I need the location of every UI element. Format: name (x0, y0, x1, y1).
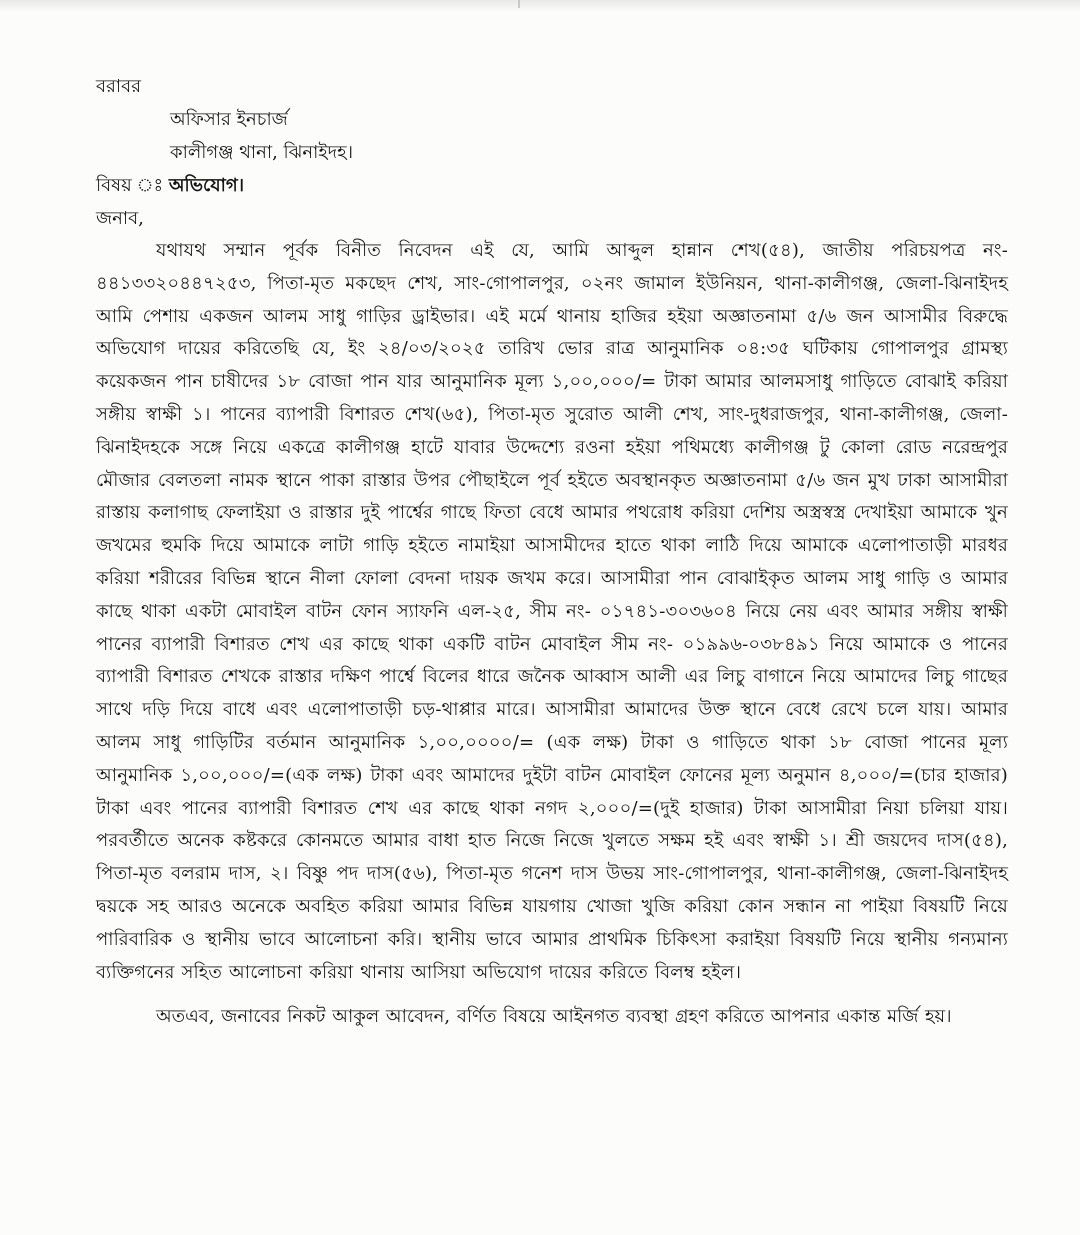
complaint-letter (96, 70, 1008, 1034)
subject-label: বিষয় ঃ (96, 175, 164, 196)
salutation-to: বরাবর (96, 76, 142, 97)
recipient-address: কালীগঞ্জ থানা, ঝিনাইদহ। (170, 142, 354, 163)
subject-line (96, 169, 1008, 202)
scan-top-edge (0, 0, 1080, 12)
subject-value: অভিযোগ। (168, 175, 245, 196)
letter-closing: অতএব, জনাবের নিকট আকুল আবেদন, বর্ণিত বিষয়ে আইনগত ব্যবস্থা গ্রহণ করিতে আপনার একান্ত মর্জি হয়। (156, 1006, 952, 1028)
recipient-title: অফিসার ইনচার্জ (170, 109, 288, 130)
letter-body: যথাযথ সম্মান পূর্বক বিনীত নিবেদন এই যে, আমি আব্দুল হান্নান শেখ(৫৪), জাতীয় পরিচয়পত্র নং- ৪৪১৩৩২০৪৪৭২৫৩, পিতা-মৃত মকছেদ শেখ, সাং-গোপালপুর, ০২নং জামাল ইউনিয়ন, থানা-কালীগঞ্জ, জেলা-ঝিনাইদহ আমি পেশায় একজন আলম সাধু গাড়ির ড্রাইভার। এই মর্মে থানায় হাজির হইয়া অজ্ঞাতনামা ৫/৬ জন আসামীর বিরুদ্ধে অভিযোগ দায়ের করিতেছি যে, ইং ২৪/০৩/২০২৫ তারিখ ভোর রাত্র আনুমানিক ০৪:৩৫ ঘটিকায় গোপালপুর গ্রামস্থ্য কয়েকজন পান চাষীদের ১৮ বোজা পান যার আনুমানিক মূল্য ১,০০,০০০/= টাকা আমার আলমসাধু গাড়িতে বোঝাই করিয়া সঙ্গীয় স্বাক্ষী ১। পানের ব্যাপারী বিশারত শেখ(৬৫), পিতা-মৃত সুরোত আলী শেখ, সাং-দুধরাজপুর, থানা-কালীগঞ্জ, জেলা-ঝিনাইদহকে সঙ্গে নিয়ে একত্রে কালীগঞ্জ হাটে যাবার উদ্দেশ্যে রওনা হইয়া পথিমধ্যে কালীগঞ্জ টু কোলা রোড নরেন্দ্রপুর মৌজার বেলতলা নামক স্থানে পাকা রাস্তার উপর পৌছাইলে পূর্ব হইতে অবস্থানকৃত অজ্ঞাতনামা ৫/৬ জন মুখ ঢাকা আসামীরা রাস্তায় কলাগাছ ফেলাইয়া ও রাস্তার দুই পার্শ্বের গাছে ফিতা বেধে আমার পথরোধ করিয়া দেশিয় অস্ত্রস্বস্ত্র দেখাইয়া আমাকে খুন জখমের হুমকি দিয়ে আমাকে লাটা গাড়ি হইতে নামাইয়া আসামীদের হাতে থাকা লাঠি দিয়ে আমাকে এলোপাতাড়ী মারধর করিয়া শরীরের বিভিন্ন স্থানে নীলা ফোলা বেদনা দায়ক জখম করে। আসামীরা পান বোঝাইকৃত আলম সাধু গাড়ি ও আমার কাছে থাকা একটা মোবাইল বাটন ফোন স্যাফনি এল-২৫, সীম নং- ০১৭৪১-৩০৩৬০৪ নিয়ে নেয় এবং আমার সঙ্গীয় স্বাক্ষী পানের ব্যাপারী বিশারত শেখ এর কাছে থাকা একটি বাটন মোবাইল সীম নং- ০১৯৯৬-০৩৮৪৯১ নিয়ে আমাকে ও পানের ব্যাপারী বিশারত শেখকে রাস্তার দক্ষিণ পার্শ্বে বিলের ধারে জনৈক আব্বাস আলী এর লিচু বাগানে নিয়ে আমাদের লিচু গাছের সাথে দড়ি দিয়ে বাধে এবং এলোপাতাড়ী চড়-থাপ্পার মারে। আসামীরা আমাদের উক্ত স্থানে বেধে রেখে চলে যায়। আমার আলম সাধু গাড়িটির বর্তমান আনুমানিক ১,০০,০০০০/= (এক লক্ষ) টাকা ও গাড়িতে থাকা ১৮ বোজা পানের মূল্য আনুমানিক ১,০০,০০০/=(এক লক্ষ) টাকা এবং আমাদের দুইটা বাটন মোবাইল ফোনের মূল্য অনুমান ৪,০০০/=(চার হাজার) টাকা এবং পানের ব্যাপারী বিশারত শেখ এর কাছে থাকা নগদ ২,০০০/=(দুই হাজার) টাকা আসামীরা নিয়া চলিয়া যায়। পরবর্তীতে অনেক কষ্টকরে কোনমতে আমার বাধা হাত নিজে নিজে খুলতে সক্ষম হই এবং স্বাক্ষী ১। শ্রী জয়দেব দাস(৫৪), পিতা-মৃত বলরাম দাস, ২। বিষ্ণু পদ দাস(৫৬), পিতা-মৃত গনেশ দাস উভয় সাং-গোপালপুর, থানা-কালীগঞ্জ, জেলা-ঝিনাইদহ দ্বয়কে সহ আরও অনেকে অবহিত করিয়া আমার বিভিন্ন যায়গায় খোজা খুজি করিয়া কোন সন্ধান না পাইয়া বিষয়টি নিয়ে পারিবারিক ও স্থানীয় ভাবে আলোচনা করি। স্থানীয় ভাবে আমার প্রাথমিক চিকিৎসা করাইয়া বিষয়টি নিয়ে স্থানীয় গন্যমান্য ব্যক্তিগনের সহিত আলোচনা করিয়া থানায় আসিয়া অভিযোগ দায়ের করিতে বিলম্ব হইল। (96, 240, 1008, 983)
scan-edge-mark (518, 0, 520, 8)
greeting: জনাব, (96, 208, 144, 229)
